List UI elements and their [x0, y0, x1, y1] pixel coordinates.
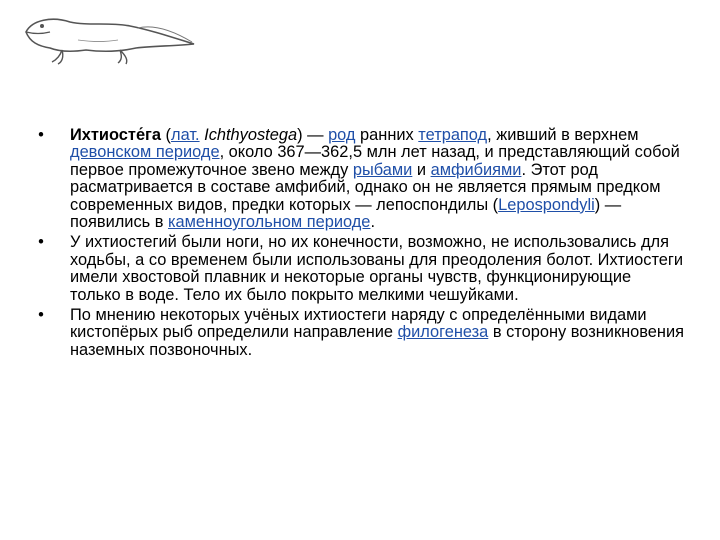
article-link[interactable]: род: [328, 126, 356, 144]
text-segment: и: [412, 160, 431, 179]
article-link[interactable]: каменноугольном периоде: [168, 213, 371, 232]
article-link[interactable]: филогенеза: [397, 323, 489, 342]
article-link[interactable]: амфибиями: [430, 160, 522, 179]
article-link[interactable]: лат.: [171, 126, 200, 144]
bullet-item: [34, 127, 686, 231]
text-segment: в сторону возникновения наземных позвоночных.: [70, 323, 685, 359]
bullet-dot: •: [38, 233, 44, 252]
text-segment: , около 367—362,5 млн лет назад, и представляющий собой первое промежуточное звено между: [70, 143, 680, 179]
bullet-list: [34, 127, 686, 359]
text-segment: , живший в верхнем: [487, 126, 639, 144]
text-segment: .: [370, 213, 375, 232]
text-segment: ) — появились в: [70, 195, 622, 232]
text-segment: ранних: [355, 126, 419, 144]
text-segment: . Этот род расматривается в составе амфибий, однако он не является прямым предком современных видов, предки которых — лепоспондилы (: [70, 160, 661, 214]
text-segment: У ихтиостегий были ноги, но их конечности, возможно, не использовались для ходьбы, а со временем были использованы для преодоления болот. Ихтиостеги имели хвостовой плавник и некоторые органы чувств, функционирующие только в воде. Тело их было покрыто мелкими чешуйками.: [70, 233, 684, 304]
article-link[interactable]: девонском периоде: [70, 143, 220, 162]
term-title: Ихтиосте́га: [70, 126, 161, 144]
text-segment: (: [161, 126, 172, 144]
bullet-dot: •: [38, 306, 44, 325]
ichthyostega-sketch-image: [18, 6, 198, 66]
bullet-item: [34, 234, 686, 304]
text-segment: ) —: [297, 126, 329, 144]
bullet-item: [34, 307, 686, 359]
article-link[interactable]: тетрапод: [418, 126, 488, 144]
latin-name: Ichthyostega: [204, 126, 298, 144]
article-link[interactable]: рыбами: [352, 160, 413, 179]
article-link[interactable]: Lepospondyli: [498, 195, 595, 214]
bullet-dot: •: [38, 126, 44, 144]
text-segment: По мнению некоторых учёных ихтиостеги наряду с определёнными видами кистопёрых рыб определили направление: [70, 306, 647, 342]
